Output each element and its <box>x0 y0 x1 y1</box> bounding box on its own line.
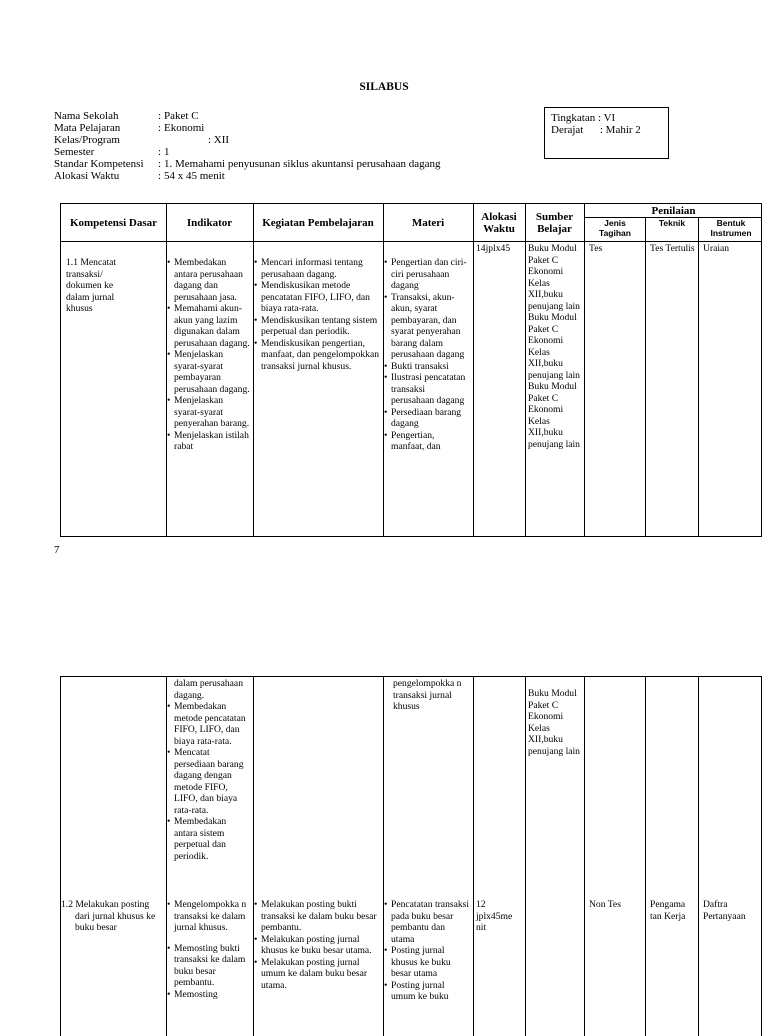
header-jenis: Jenis Tagihan <box>599 218 631 238</box>
materi-continued: pengelompokka n transaksi jurnal khusus <box>393 678 462 712</box>
header-indikator: Indikator <box>186 216 233 229</box>
materi-item: • Pencatatan transaksi pada buku besar pembantu dan utama <box>384 899 470 945</box>
kegiatan-list-1 <box>254 257 380 372</box>
info-value: Ekonomi <box>164 122 205 134</box>
info-key: Semester <box>54 146 95 158</box>
info-row <box>54 122 440 134</box>
kompetensi-1-1: 1.1 Mencatat transaksi/ dokumen ke dalam jurnal khusus <box>66 257 117 314</box>
materi-list-2 <box>384 899 470 1003</box>
teknik-2: Pengama tan Kerja <box>650 899 686 922</box>
kegiatan-item: • Mendiskusikan pengertian, manfaat, dan pengelompokkan transaksi jurnal khusus. <box>254 338 380 373</box>
syllabus-table-1 <box>60 203 762 537</box>
info-row <box>54 158 440 170</box>
info-key: Mata Pelajaran <box>54 122 121 134</box>
kegiatan-list-2 <box>254 899 380 991</box>
jenis-1: Tes <box>589 243 603 254</box>
materi-item: • Transaksi, akun-akun, syarat pembayaran, dan syarat penyerahan barang dalam perusahaan dagang <box>384 292 470 361</box>
school-info <box>54 110 440 182</box>
info-sep: : <box>158 146 162 158</box>
info-value: 54 x 45 menit <box>164 170 225 182</box>
info-key: Alokasi Waktu <box>54 170 120 182</box>
derajat-text: Derajat : Mahir 2 <box>551 124 641 136</box>
header-alokasi: Alokasi Waktu <box>481 210 517 235</box>
indikator-item: • Membedakan metode pencatatan FIFO, LIFO, dan biaya rata-rata. <box>167 701 251 747</box>
indikator-item: • Memosting bukti transaksi ke dalam buku besar pembantu. <box>167 943 251 989</box>
kegiatan-item: • Melakukan posting bukti transaksi ke dalam buku besar pembantu. <box>254 899 380 934</box>
document-title: SILABUS <box>359 81 409 93</box>
info-value: Paket C <box>164 110 199 122</box>
indikator-item: • Membedakan antara sistem perpetual dan periodik. <box>167 816 251 862</box>
info-row <box>54 170 440 182</box>
info-sep: : <box>158 122 162 134</box>
header-kegiatan: Kegiatan Pembelajaran <box>262 216 374 229</box>
materi-item: • Posting jurnal khusus ke buku besar utama <box>384 945 470 980</box>
kegiatan-item: • Melakukan posting jurnal khusus ke buku besar utama. <box>254 934 380 957</box>
sumber-1: Buku Modul Paket C Ekonomi Kelas XII,buku penujang lain Buku Modul Paket C Ekonomi Kelas XII,buku penujang lain Buku Modul Paket C Ekonomi Kelas XII,buku penujang lain <box>528 243 580 450</box>
jenis-2: Non Tes <box>589 899 621 910</box>
indikator-item: • Menjelaskan istilah rabat <box>167 430 251 453</box>
info-sep: : <box>158 170 162 182</box>
indikator-list-2 <box>167 899 251 1000</box>
tingkatan-text: Tingkatan : VI <box>551 112 616 124</box>
kegiatan-item: • Mendiskusikan tentang sistem perpetual dan periodik. <box>254 315 380 338</box>
info-key: Kelas/Program <box>54 134 120 146</box>
syllabus-table-2 <box>60 676 762 1036</box>
materi-item: • Persediaan barang dagang <box>384 407 470 430</box>
kegiatan-item: • Mencari informasi tentang perusahaan dagang. <box>254 257 380 280</box>
info-row <box>54 134 440 146</box>
indikator-item: • Menjelaskan syarat-syarat pembayaran perusahaan dagang. <box>167 349 251 395</box>
info-value: 1 <box>164 146 170 158</box>
indikator-item: • Mengelompokka n transaksi ke dalam jurnal khusus. <box>167 899 251 934</box>
bentuk-2: Daftra Pertanyaan <box>703 899 746 922</box>
materi-item: • Posting jurnal umum ke buku <box>384 980 470 1003</box>
indikator-item: • Mencatat persediaan barang dagang dengan metode FIFO, LIFO, dan biaya rata-rata. <box>167 747 251 816</box>
materi-list-1 <box>384 257 470 453</box>
header-sumber: Sumber Belajar <box>535 210 574 235</box>
kompetensi-1-2-text: 1.2 Melakukan posting dari jurnal khusus ke buku besar <box>61 899 156 933</box>
info-sep: : <box>158 110 162 122</box>
materi-item: • Ilustrasi pencatatan transaksi perusahaan dagang <box>384 372 470 407</box>
info-key: Standar Kompetensi <box>54 158 144 170</box>
kompetensi-1-2 <box>61 899 165 934</box>
alokasi-1: 14jplx45 <box>476 243 511 254</box>
indikator-item: • Memahami akun-akun yang lazim digunakan dalam perusahaan dagang. <box>167 303 251 349</box>
header-teknik: Teknik <box>658 218 686 228</box>
indikator-continued <box>167 678 251 862</box>
header-kompetensi: Kompetensi Dasar <box>69 216 158 229</box>
indikator-item: dalam perusahaan dagang. <box>174 678 243 701</box>
kegiatan-item: • Mendiskusikan metode pencatatan FIFO, LIFO, dan biaya rata-rata. <box>254 280 380 315</box>
header-penilaian: Penilaian <box>651 204 696 217</box>
header-materi: Materi <box>411 216 445 229</box>
materi-item: • Pengertian dan ciri-ciri perusahaan dagang <box>384 257 470 292</box>
info-value: : XII <box>164 134 230 146</box>
info-key: Nama Sekolah <box>54 110 119 122</box>
info-row <box>54 110 440 122</box>
alokasi-2: 12 jplx45me nit <box>476 899 513 933</box>
indikator-item: • Membedakan antara perusahaan dagang dan perusahaan jasa. <box>167 257 251 303</box>
header-bentuk: Bentuk Instrumen <box>710 218 752 238</box>
indikator-list-1 <box>167 257 251 453</box>
indikator-item: • Memosting <box>167 989 251 1001</box>
sumber-continued: Buku Modul Paket C Ekonomi Kelas XII,buku penujang lain <box>528 688 580 757</box>
teknik-1: Tes Tertulis <box>650 243 695 254</box>
indikator-item: • Menjelaskan syarat-syarat penyerahan barang. <box>167 395 251 430</box>
kegiatan-item: • Melakukan posting jurnal umum ke dalam buku besar utama. <box>254 957 380 992</box>
info-row <box>54 146 440 158</box>
materi-item: • Pengertian, manfaat, dan <box>384 430 470 453</box>
info-sep: : <box>158 158 162 170</box>
spacer <box>167 934 251 943</box>
materi-item: • Bukti transaksi <box>384 361 470 373</box>
page-number: 7 <box>54 544 60 556</box>
level-box <box>544 107 669 159</box>
info-value: 1. Memahami penyusunan siklus akuntansi perusahaan dagang <box>164 158 441 170</box>
bentuk-1: Uraian <box>703 243 730 254</box>
